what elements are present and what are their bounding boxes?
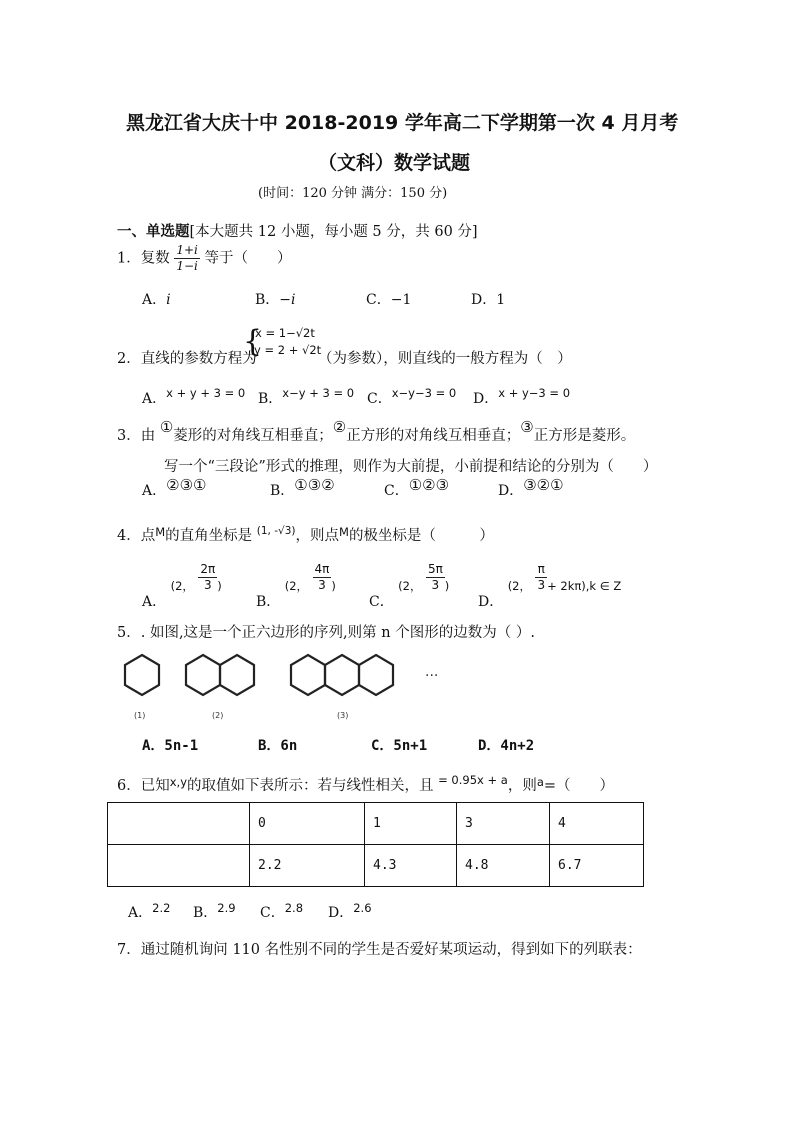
q6-data-table xyxy=(107,802,644,887)
q4-text: 的直角坐标是 xyxy=(165,528,253,544)
question-6 xyxy=(117,774,614,795)
question-3 xyxy=(117,418,636,445)
q4-m: M xyxy=(339,525,349,539)
option-value: ①③② xyxy=(294,476,335,494)
table-cell: 3 xyxy=(457,803,550,845)
q4-d-pre: (2， xyxy=(507,578,531,593)
option-value: x + y + 3 = 0 xyxy=(166,386,246,400)
fig-label-2: (2) xyxy=(212,711,224,720)
table-cell: 6.7 xyxy=(550,845,644,887)
page-title: 黑龙江省大庆十中 2018-2019 学年高二下学期第一次 4 月月考 xyxy=(126,112,679,134)
option-value: x + y−3 = 0 xyxy=(498,386,571,400)
exam-info: (时间：120 分钟 满分：150 分) xyxy=(258,186,448,201)
q6-text: 的取值如下表所示：若与线性相关，且 xyxy=(187,778,434,794)
option-label: A． xyxy=(142,292,167,308)
q6-xy: x,y xyxy=(169,775,188,789)
q4-text: 的极坐标是（ ） xyxy=(348,528,494,544)
table-cell: 4 xyxy=(550,803,644,845)
hexagon-fig1 xyxy=(125,655,159,695)
q4-text: ，则点 xyxy=(295,528,339,544)
q4-a-pre: (2， xyxy=(170,578,194,593)
frac-num: 5π xyxy=(427,562,443,576)
frac-num: 4π xyxy=(314,562,330,576)
q4-option-a xyxy=(142,562,222,610)
table-cell xyxy=(108,845,250,887)
frac-num: 2π xyxy=(200,562,216,576)
q6-option-b xyxy=(193,902,236,922)
option-label: C． xyxy=(366,292,391,308)
hexagon-fig3-b xyxy=(325,655,359,695)
table-cell xyxy=(108,803,250,845)
option-label: D． xyxy=(328,905,354,921)
q2-suffix: （为参数），则直线的一般方程为（ ） xyxy=(318,351,572,367)
hexagon-fig2-a xyxy=(186,655,220,695)
question-4 xyxy=(117,524,494,545)
q4-m: M xyxy=(155,525,166,539)
q4-a-frac xyxy=(198,562,217,593)
q4-b-pre: (2， xyxy=(284,578,309,593)
q1-fraction xyxy=(174,243,200,274)
option-value: 1 xyxy=(496,292,506,308)
option-value: ③②① xyxy=(523,476,564,494)
q2-prefix: 2．直线的参数方程为 xyxy=(117,351,257,367)
option-value: i xyxy=(166,292,171,308)
option-value: −i xyxy=(279,292,296,308)
q5-option-b: B．6n xyxy=(258,738,298,754)
option-value: 2.9 xyxy=(217,901,236,915)
q6-text: =（ ） xyxy=(543,778,615,794)
q1-option-b xyxy=(255,289,296,309)
table-cell: 2.2 xyxy=(250,845,365,887)
page-subtitle: （文科）数学试题 xyxy=(318,152,471,174)
option-label: D． xyxy=(473,391,499,407)
table-cell: 1 xyxy=(365,803,457,845)
section-heading-rest: [本大题共 12 小题，每小题 5 分，共 60 分] xyxy=(189,224,478,240)
option-value: 2.2 xyxy=(152,901,171,915)
option-label: B． xyxy=(270,483,295,499)
option-label: C． xyxy=(369,593,394,610)
q2-option-c xyxy=(367,388,456,408)
fig-label-3: (3) xyxy=(337,711,349,720)
q6-option-c xyxy=(260,902,303,922)
q4-d-frac xyxy=(535,562,547,593)
option-value: 2.8 xyxy=(284,901,304,915)
q4-text: 4．点 xyxy=(117,528,156,544)
option-label: A． xyxy=(142,593,167,610)
option-label: A． xyxy=(142,483,167,499)
fig-label-1: (1) xyxy=(134,711,146,720)
option-label: B． xyxy=(193,905,218,921)
q4-option-b xyxy=(256,562,336,610)
q1-frac-numerator: 1+i xyxy=(176,243,198,257)
option-value: x−y−3 = 0 xyxy=(391,386,457,400)
q2-eq-line2: y = 2 + √2t xyxy=(254,343,322,357)
option-label: C． xyxy=(260,905,285,921)
q5-text: 5．. 如图,这是一个正六边形的序列,则第 n 个图形的边数为（ ）. xyxy=(117,625,535,641)
q2-option-d xyxy=(473,388,570,408)
q4-c-pre: (2， xyxy=(398,578,422,593)
option-label: A． xyxy=(142,391,167,407)
q4-b-post: ) xyxy=(331,578,336,593)
q3-option-a xyxy=(142,476,207,500)
frac-num: π xyxy=(535,562,547,578)
option-value: ②③① xyxy=(166,476,207,494)
q6-option-d xyxy=(328,902,372,922)
option-label: B． xyxy=(255,292,280,308)
frac-den: 3 xyxy=(203,578,212,592)
q4-a-post: ) xyxy=(217,578,222,593)
q6-text: ，则 xyxy=(507,778,537,794)
q6-a: a xyxy=(536,775,544,789)
q4-coord: (1, -√3) xyxy=(256,525,296,537)
q4-c-post: ) xyxy=(444,578,450,593)
q5-option-d: D．4n+2 xyxy=(478,738,535,754)
q3-circled-3: ③ xyxy=(520,418,534,436)
question-1 xyxy=(117,243,291,274)
hexagon-fig2-b xyxy=(220,655,254,695)
frac-den: 3 xyxy=(537,578,546,592)
q3-option-b xyxy=(270,476,335,500)
table-row xyxy=(108,803,644,845)
q3-text: 菱形的对角线互相垂直； xyxy=(173,428,333,444)
table-cell: 4.8 xyxy=(457,845,550,887)
q1-option-c xyxy=(366,289,411,309)
option-value: x−y + 3 = 0 xyxy=(282,386,355,400)
q6-eq: = 0.95x + a xyxy=(438,773,508,787)
frac-den: 3 xyxy=(431,578,440,592)
q2-brace: { xyxy=(243,324,263,359)
option-label: B． xyxy=(258,391,283,407)
option-label: D． xyxy=(498,483,524,499)
q1-suffix: 等于（ ） xyxy=(204,250,292,267)
q4-option-c xyxy=(369,562,450,610)
section-heading xyxy=(117,220,478,241)
q3-option-d xyxy=(498,476,564,500)
table-row xyxy=(108,845,644,887)
q4-d-post: + 2kπ),k ∈ Z xyxy=(547,578,622,593)
table-cell: 0 xyxy=(250,803,365,845)
q1-option-d xyxy=(471,289,505,309)
q3-text: 正方形是菱形。 xyxy=(533,428,636,444)
q3-circled-1: ① xyxy=(159,418,174,436)
option-label: D． xyxy=(471,292,497,308)
q5-option-a: A．5n-1 xyxy=(142,738,199,754)
q2-option-a xyxy=(142,388,245,408)
option-label: B． xyxy=(256,593,281,610)
q2-eq-line1: x = 1−√2t xyxy=(255,326,315,340)
frac-den: 3 xyxy=(318,578,326,592)
q5-option-c: C．5n+1 xyxy=(371,738,428,754)
q1-option-a xyxy=(142,289,171,309)
q7-text: 7．通过随机询问 110 名性别不同的学生是否爱好某项运动，得到如下的列联表： xyxy=(117,942,642,958)
q3-line2: 写一个“三段论”形式的推理，则作为大前提，小前提和结论的分别为（ ） xyxy=(164,459,658,475)
hexagon-fig3-a xyxy=(291,655,325,695)
section-heading-bold: 一、单选题 xyxy=(117,223,190,240)
fig-ellipsis: ··· xyxy=(425,668,439,684)
hexagon-fig3-c xyxy=(359,655,393,695)
q3-text: 3．由 xyxy=(117,428,156,444)
q1-prefix: 1．复数 xyxy=(117,250,170,267)
option-value: ①②③ xyxy=(408,476,450,494)
option-label: A． xyxy=(128,905,153,921)
q4-c-frac xyxy=(426,562,445,593)
hexagon-sequence-figure xyxy=(115,645,455,725)
option-value: −1 xyxy=(390,292,412,308)
q4-option-d xyxy=(478,562,622,610)
q4-b-frac xyxy=(313,562,332,593)
q6-option-a xyxy=(128,902,170,922)
option-value: 2.6 xyxy=(353,901,372,915)
q2-option-b xyxy=(258,388,354,408)
q3-option-c xyxy=(384,476,450,500)
option-label: D． xyxy=(478,593,504,610)
q6-text: 6．已知 xyxy=(117,778,170,794)
option-label: C． xyxy=(367,391,392,407)
q3-text: 正方形的对角线互相垂直； xyxy=(346,428,521,444)
table-cell: 4.3 xyxy=(365,845,457,887)
option-label: C． xyxy=(384,483,409,499)
q3-circled-2: ② xyxy=(332,418,347,436)
q1-frac-denominator: 1−i xyxy=(176,259,198,273)
